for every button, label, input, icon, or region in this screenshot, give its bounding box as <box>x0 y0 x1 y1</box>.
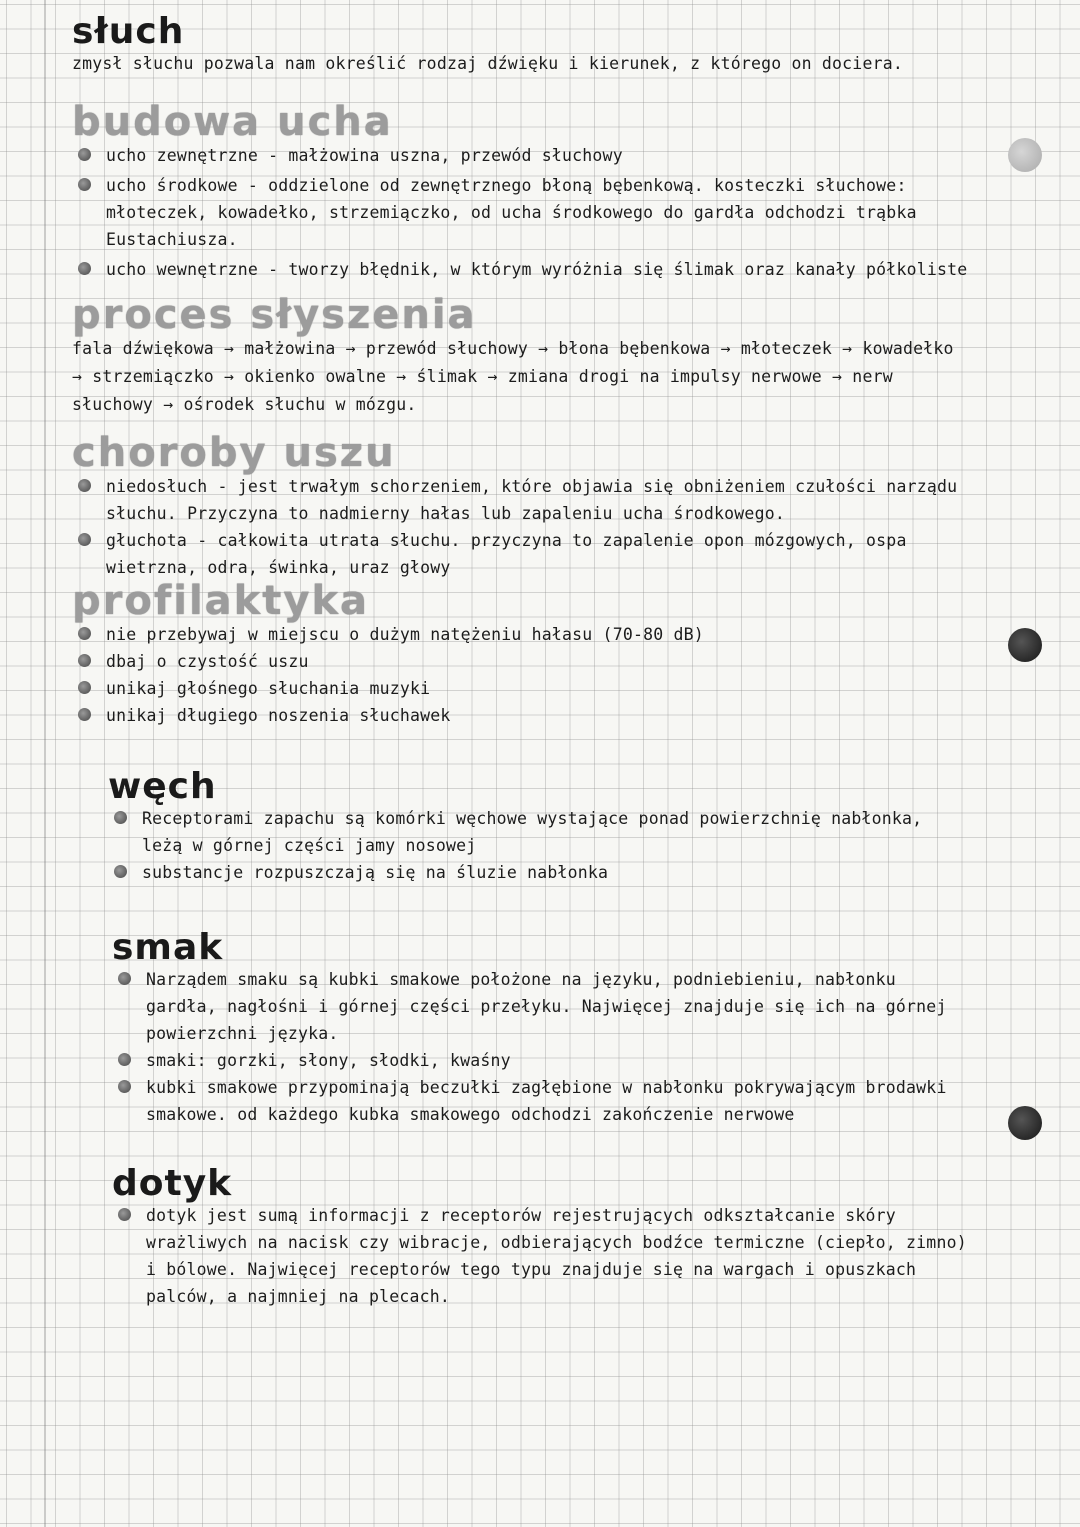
section-proces-slyszenia <box>72 292 972 419</box>
list-item-text: smaki: gorzki, słony, słodki, kwaśny <box>146 1051 511 1070</box>
bullet-icon <box>114 865 127 878</box>
list-item-text: ucho zewnętrzne - małżowina uszna, przewód słuchowy <box>106 146 623 165</box>
heading-smak: smak <box>112 927 224 968</box>
budowa-list <box>72 142 972 283</box>
bullet-icon <box>118 1080 131 1093</box>
bullet-icon <box>78 262 91 275</box>
list-item <box>72 675 972 702</box>
section-wech <box>72 766 972 886</box>
section-dotyk <box>72 1163 972 1310</box>
heading-choroby-uszu: choroby uszu <box>72 430 396 476</box>
wech-list <box>108 805 972 886</box>
proces-text: fala dźwiękowa → małżowina → przewód słuchowy → błona bębenkowa → młoteczek → kowadełko → strzemiączko → okienko owalne → ślimak → zmiana drogi na impulsy nerwowe → nerw słuchowy → ośrodek słuchu w mózgu. <box>72 339 954 414</box>
bullet-icon <box>78 627 91 640</box>
list-item <box>112 1202 972 1310</box>
list-item <box>72 621 972 648</box>
list-item <box>108 805 972 859</box>
list-item <box>72 473 972 527</box>
profilaktyka-list <box>72 621 972 729</box>
list-item-text: Narządem smaku są kubki smakowe położone na języku, podniebieniu, nabłonku gardła, nagłośni i górnej części przełyku. Najwięcej znajduje się ich na górnej powierzchni języka. <box>146 970 947 1043</box>
heading-sluch: słuch <box>72 11 185 52</box>
list-item <box>72 172 972 253</box>
list-item-text: substancje rozpuszczają się na śluzie nabłonka <box>142 863 609 882</box>
section-budowa-ucha <box>72 99 972 283</box>
punch-hole-icon <box>1008 628 1042 662</box>
bullet-icon <box>78 654 91 667</box>
list-item-text: unikaj głośnego słuchania muzyki <box>106 679 431 698</box>
list-item-text: ucho środkowe - oddzielone od zewnętrznego błoną bębenkową. kosteczki słuchowe: młoteczek, kowadełko, strzemiączko, od ucha środkowego do gardła odchodzi trąbka Eustachiusza. <box>106 176 917 249</box>
notes-content <box>72 11 972 1310</box>
margin-line <box>44 0 46 1527</box>
punch-hole-icon <box>1008 138 1042 172</box>
smak-list <box>112 966 972 1128</box>
list-item-text: dotyk jest sumą informacji z receptorów rejestrujących odkształcanie skóry wrażliwych na nacisk czy wibracje, odbierających bodźce termiczne (ciepło, zimno) i bólowe. Najwięcej receptorów tego typu znajduje się na wargach i opuszkach palców, a najmniej na plecach. <box>146 1206 967 1306</box>
list-item-text: głuchota - całkowita utrata słuchu. przyczyna to zapalenie opon mózgowych, ospa wietrzna, odra, świnka, uraz głowy <box>106 531 907 577</box>
heading-proces-slyszenia: proces słyszenia <box>72 292 477 338</box>
list-item-text: kubki smakowe przypominają beczułki zagłębione w nabłonku pokrywającym brodawki smakowe. od każdego kubka smakowego odchodzi zakończenie nerwowe <box>146 1078 947 1124</box>
list-item-text: Receptorami zapachu są komórki węchowe wystające ponad powierzchnię nabłonka, leżą w górnej części jamy nosowej <box>142 809 923 855</box>
list-item <box>112 1074 972 1128</box>
list-item-text: dbaj o czystość uszu <box>106 652 309 671</box>
bullet-icon <box>114 811 127 824</box>
punch-hole-icon <box>1008 1106 1042 1140</box>
list-item <box>72 256 972 283</box>
bullet-icon <box>78 708 91 721</box>
section-profilaktyka <box>72 578 972 729</box>
section-smak <box>72 927 972 1128</box>
list-item-text: unikaj długiego noszenia słuchawek <box>106 706 451 725</box>
heading-dotyk: dotyk <box>112 1163 233 1204</box>
section-choroby-uszu <box>72 430 972 581</box>
bullet-icon <box>78 681 91 694</box>
choroby-list <box>72 473 972 581</box>
section-sluch <box>72 11 972 78</box>
bullet-icon <box>118 1053 131 1066</box>
bullet-icon <box>118 972 131 985</box>
bullet-icon <box>78 533 91 546</box>
list-item-text: niedosłuch - jest trwałym schorzeniem, które objawia się obniżeniem czułości narządu słuchu. Przyczyna to nadmierny hałas lub zapaleniu ucha środkowego. <box>106 477 958 523</box>
bullet-icon <box>78 479 91 492</box>
sluch-text: zmysł słuchu pozwala nam określić rodzaj dźwięku i kierunek, z którego on dociera. <box>72 54 903 73</box>
dotyk-list <box>112 1202 972 1310</box>
list-item <box>112 1047 972 1074</box>
list-item-text: ucho wewnętrzne - tworzy błędnik, w którym wyróżnia się ślimak oraz kanały półkoliste <box>106 260 968 279</box>
list-item-text: nie przebywaj w miejscu o dużym natężeniu hałasu (70-80 dB) <box>106 625 704 644</box>
heading-wech: węch <box>108 766 217 807</box>
heading-profilaktyka: profilaktyka <box>72 578 370 624</box>
list-item <box>112 966 972 1047</box>
list-item <box>72 648 972 675</box>
list-item <box>108 859 972 886</box>
list-item <box>72 527 972 581</box>
bullet-icon <box>78 178 91 191</box>
list-item <box>72 142 972 169</box>
bullet-icon <box>118 1208 131 1221</box>
bullet-icon <box>78 148 91 161</box>
heading-budowa-ucha: budowa ucha <box>72 99 393 145</box>
list-item <box>72 702 972 729</box>
